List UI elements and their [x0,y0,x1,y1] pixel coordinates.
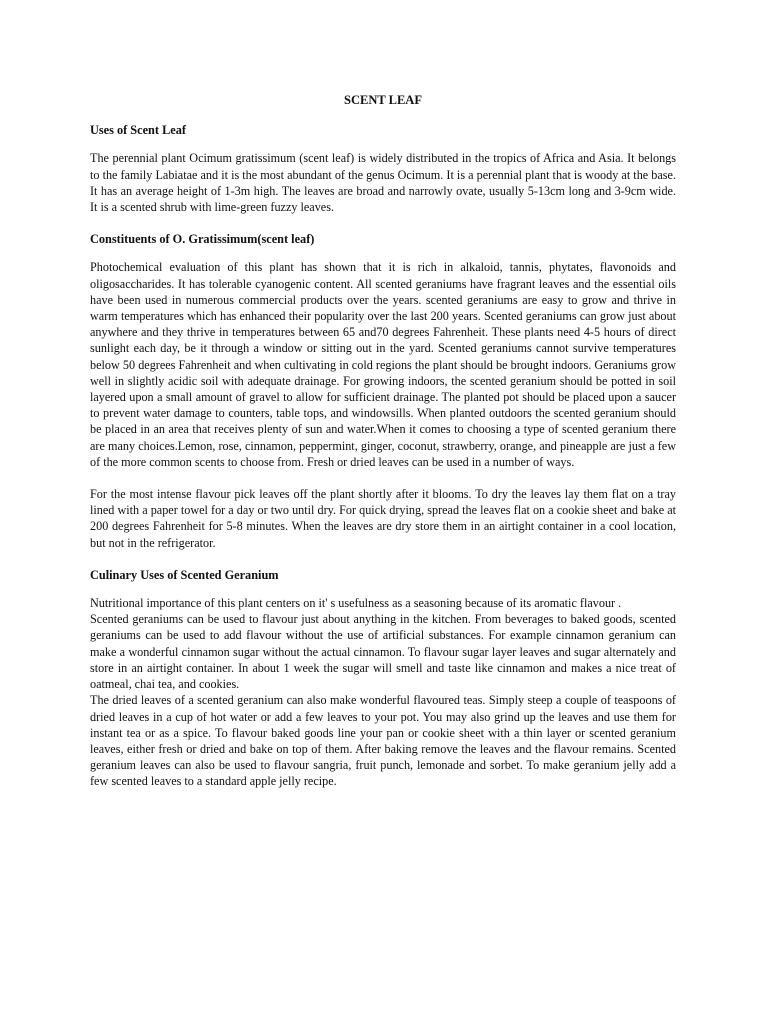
paragraph-constituents: Photochemical evaluation of this plant has shown that it is rich in alkaloid, tannis, phytates, flavonoids and oligosaccharides. It has tolerable cyanogenic content. All scented geraniums have fragrant leaves and the essential oils have been used in numerous commercial products over the years. scented geraniums are easy to grow and thrive in warm temperatures which has enhanced their popularity over the last 200 years. Scented geraniums can grow just about anywhere and they thrive in temperatures between 65 and70 degrees Fahrenheit. These plants need 4-5 hours of direct sunlight each day, be it through a window or sitting out in the yard. Scented geraniums cannot survive temperatures below 50 degrees Fahrenheit and when cultivating in cold regions the plant should be brought indoors. Geraniums grow well in slightly acidic soil with adequate drainage. For growing indoors, the scented geranium should be potted in soil layered upon a small amount of gravel to allow for sufficient drainage. The planted pot should be placed upon a saucer to prevent water damage to counters, table tops, and windowsills. When planted outdoors the scented geranium should be placed in an area that receives plenty of sun and water.When it comes to choosing a type of scented geranium there are many choices.Lemon, rose, cinnamon, peppermint, ginger, coconut, strawberry, orange, and pineapple are just a few of the more common scents to choose from. Fresh or dried leaves can be used in a number of ways. [90,260,676,469]
section-heading-culinary: Culinary Uses of Scented Geranium [90,567,279,582]
paragraph-kitchen-flavour: Scented geraniums can be used to flavour just about anything in the kitchen. From beverages to baked goods, scented geraniums can be used to add flavour without the use of artificial substances. For example cinnamon geranium can make a wonderful cinnamon sugar without the actual cinnamon. To flavour sugar layer leaves and sugar alternately and store in an airtight container. In about 1 week the sugar will smell and taste like cinnamon and makes a nice treat of oatmeal, chai tea, and cookies. [90,612,676,692]
section-heading-uses: Uses of Scent Leaf [90,123,186,138]
paragraph-uses-description: The perennial plant Ocimum gratissimum (scent leaf) is widely distributed in the tropics of Africa and Asia. It belongs to the family Labiatae and it is the most abundant of the genus Ocimum. It is a perennial plant that is woody at the base. It has an average height of 1-3m high. The leaves are broad and narrowly ovate, usually 5-13cm long and 3-9cm wide. It is a scented shrub with lime-green fuzzy leaves. [90,151,676,215]
paragraph-drying-leaves: For the most intense flavour pick leaves off the plant shortly after it blooms. To dry the leaves lay them flat on a tray lined with a paper towel for a day or two until dry. For quick drying, spread the leaves flat on a cookie sheet and bake at 200 degrees Fahrenheit for 5-8 minutes. When the leaves are dry store them in an airtight container in a cool location, but not in the refrigerator. [90,487,676,550]
section-heading-constituents: Constituents of O. Gratissimum(scent leaf) [90,232,315,247]
paragraph-nutritional-importance: Nutritional importance of this plant centers on it' s usefulness as a seasoning because of its aromatic flavour . [90,596,622,611]
document-page [90,92,676,790]
paragraph-flavoured-teas: The dried leaves of a scented geranium can also make wonderful flavoured teas. Simply steep a couple of teaspoons of dried leaves in a cup of hot water or add a few leaves to your pot. You may also grind up the leaves and use them for instant tea or as a spice. To flavour baked goods line your pan or cookie sheet with a thin layer or scented geranium leaves, either fresh or dried and bake on top of them. After baking remove the leaves and the flavour remains. Scented geranium leaves can also be used to flavour sangria, fruit punch, lemonade and sorbet. To make geranium jelly add a few scented leaves to a standard apple jelly recipe. [90,693,676,789]
document-title: SCENT LEAF [344,93,422,107]
